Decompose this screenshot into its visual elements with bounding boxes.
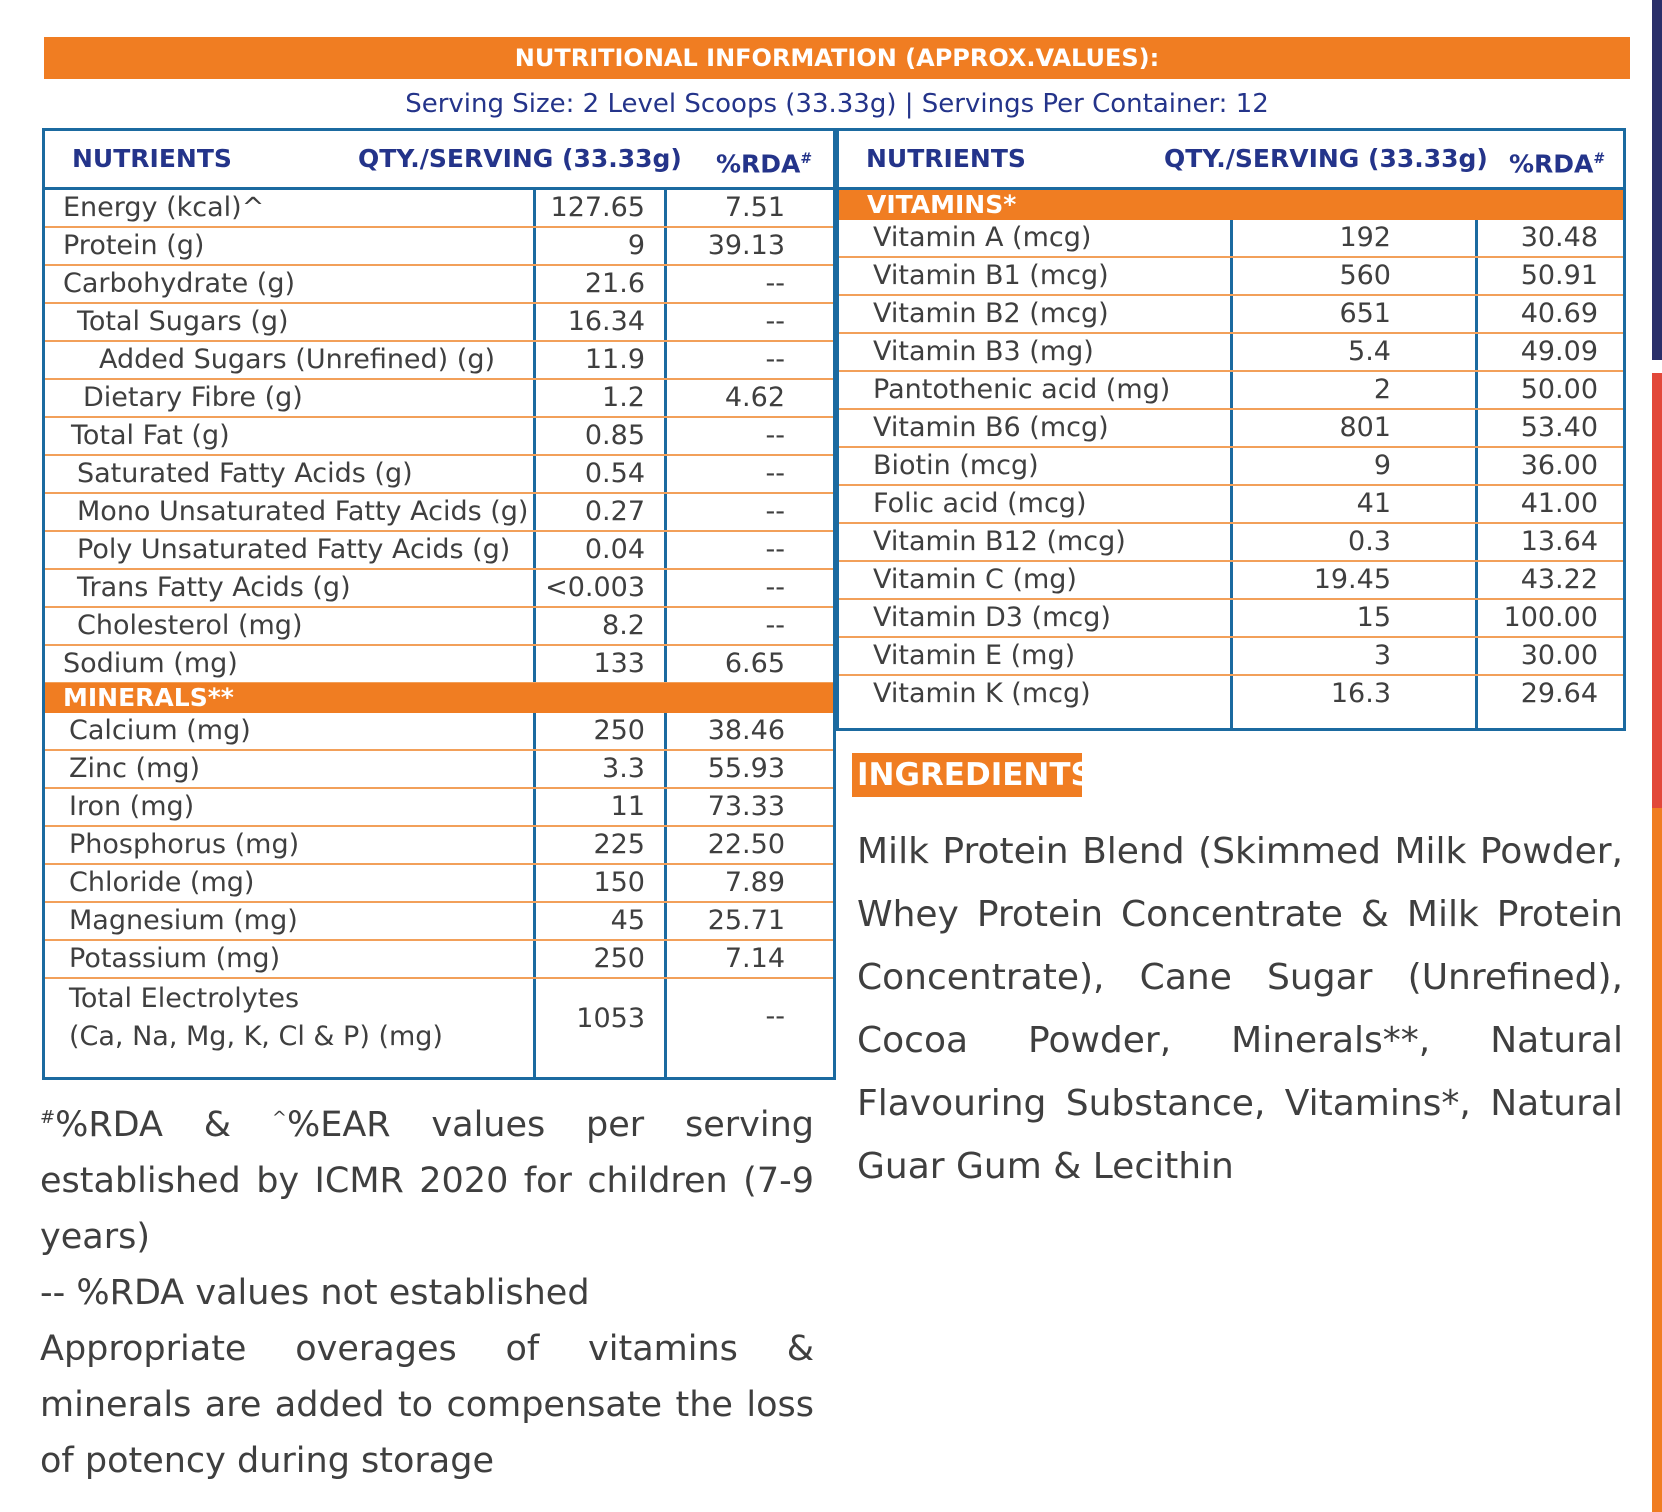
nutrient-name: Folic acid (mcg) — [873, 488, 1087, 519]
nutrient-name: Potassium (mg) — [69, 943, 281, 974]
nutrient-rda: -- — [765, 268, 785, 299]
nutrient-qty: 1.2 — [602, 382, 645, 413]
nutrient-rda: 53.40 — [1520, 412, 1598, 443]
table-row — [45, 494, 833, 532]
nutrient-qty: 133 — [593, 648, 645, 679]
table-row — [839, 220, 1623, 258]
nutrient-qty: 150 — [593, 867, 645, 898]
nutrient-rda: 38.46 — [707, 715, 785, 746]
nutrient-qty: 192 — [1339, 222, 1391, 253]
nutrient-rda: 41.00 — [1520, 488, 1598, 519]
table-row — [45, 570, 833, 608]
nutrient-rda: 4.62 — [724, 382, 785, 413]
header-rda: %RDA# — [716, 149, 813, 179]
nutrient-qty: 15 — [1356, 602, 1391, 633]
nutrient-rda: 49.09 — [1520, 336, 1598, 367]
nutrient-name: Vitamin K (mcg) — [873, 678, 1091, 709]
footnote-not-established: -- %RDA values not established — [40, 1272, 590, 1313]
right-table-header — [839, 131, 1623, 187]
table-row — [45, 903, 833, 941]
nutrient-rda: 25.71 — [707, 905, 785, 936]
nutrient-rda: -- — [765, 496, 785, 527]
nutrient-qty: 11.9 — [584, 344, 645, 375]
nutrient-name: Vitamin A (mcg) — [873, 222, 1092, 253]
nutrient-name: Cholesterol (mg) — [77, 610, 303, 641]
table-row — [839, 600, 1623, 638]
nutrient-name: Poly Unsaturated Fatty Acids (g) — [77, 534, 511, 565]
serving-info: Serving Size: 2 Level Scoops (33.33g) | Servings Per Container: 12 — [405, 89, 1269, 119]
nutrient-name: Vitamin D3 (mcg) — [873, 602, 1111, 633]
table-row — [45, 190, 833, 228]
nutrient-rda: 50.00 — [1520, 374, 1598, 405]
table-row — [839, 258, 1623, 296]
nutrient-name: Vitamin B2 (mcg) — [873, 298, 1109, 329]
nutrient-qty: 19.45 — [1313, 564, 1391, 595]
footnote-text: %RDA & ^%EAR values per serving established by ICMR 2020 for children (7-9 years) — [40, 1104, 815, 1257]
table-row — [45, 789, 833, 827]
nutrient-qty: 3.3 — [602, 753, 645, 784]
nutrient-qty: 0.3 — [1348, 526, 1391, 557]
footnote-overages: Appropriate overages of vitamins & minerals are added to compensate the loss of potency during storage — [40, 1328, 814, 1481]
nutrient-name: Energy (kcal)^ — [63, 192, 265, 223]
table-row — [839, 638, 1623, 676]
nutrient-rda: -- — [765, 610, 785, 641]
nutrient-name: Trans Fatty Acids (g) — [77, 572, 351, 603]
nutrient-qty: 16.3 — [1330, 678, 1391, 709]
nutrient-rda: -- — [765, 344, 785, 375]
table-row — [45, 713, 833, 751]
table-row — [45, 608, 833, 646]
nutrient-rda: 30.00 — [1520, 640, 1598, 671]
nutrient-name: Vitamin E (mg) — [873, 640, 1076, 671]
nutrient-rda: -- — [765, 1001, 785, 1032]
nutrient-qty: 0.27 — [584, 496, 645, 527]
nutrient-rda: 30.48 — [1520, 222, 1598, 253]
minerals-section-header — [45, 683, 833, 713]
nutrient-rda: 7.89 — [724, 867, 785, 898]
table-row — [45, 532, 833, 570]
nutrient-qty: 651 — [1339, 298, 1391, 329]
nutrient-rda: 22.50 — [707, 829, 785, 860]
nutrient-name: Vitamin C (mg) — [873, 564, 1077, 595]
table-row — [45, 941, 833, 979]
nutrient-qty: 2 — [1373, 374, 1391, 405]
nutrient-qty: 225 — [593, 829, 645, 860]
nutrient-rda: -- — [765, 534, 785, 565]
nutrient-rda: 29.64 — [1520, 678, 1598, 709]
nutrient-rda: 7.51 — [724, 192, 785, 223]
nutrient-rda: 13.64 — [1520, 526, 1598, 557]
ingredients-label: INGREDIENTS — [852, 753, 1082, 797]
table-row — [839, 676, 1623, 714]
nutrient-rda: -- — [765, 458, 785, 489]
nutrient-qty: 5.4 — [1348, 336, 1391, 367]
table-row — [45, 456, 833, 494]
nutrient-qty: 3 — [1373, 640, 1391, 671]
table-row — [839, 410, 1623, 448]
nutrient-name: Added Sugars (Unrefined) (g) — [99, 344, 496, 375]
nutrient-name: Pantothenic acid (mg) — [873, 374, 1171, 405]
edge-stripe-orange — [1652, 808, 1662, 1512]
nutrient-qty: 1053 — [576, 1003, 645, 1034]
nutrient-name: Protein (g) — [63, 230, 205, 261]
table-row-electrolytes — [45, 979, 833, 1065]
table-row — [839, 296, 1623, 334]
nutrient-name: Iron (mg) — [69, 791, 195, 822]
table-row — [45, 418, 833, 456]
table-row — [45, 342, 833, 380]
nutrient-rda: 7.14 — [724, 943, 785, 974]
nutrient-qty: 560 — [1339, 260, 1391, 291]
nutrient-qty: 127.65 — [550, 192, 645, 223]
table-row — [839, 486, 1623, 524]
nutrient-rda: 36.00 — [1520, 450, 1598, 481]
nutrient-qty: 250 — [593, 943, 645, 974]
nutrient-name: Chloride (mg) — [69, 867, 255, 898]
edge-stripe-red — [1652, 373, 1662, 808]
nutrient-name: Vitamin B12 (mcg) — [873, 526, 1126, 557]
nutrient-rda: -- — [765, 572, 785, 603]
table-row — [839, 372, 1623, 410]
header-qty: QTY./SERVING (33.33g) — [1164, 144, 1488, 173]
header-rda: %RDA# — [1509, 149, 1606, 179]
table-row — [45, 827, 833, 865]
nutrient-rda: 43.22 — [1520, 564, 1598, 595]
nutrient-qty: 45 — [610, 905, 645, 936]
nutrient-qty: 0.54 — [584, 458, 645, 489]
header-qty: QTY./SERVING (33.33g) — [358, 144, 682, 173]
nutrient-rda: -- — [765, 420, 785, 451]
nutrient-qty: 9 — [1373, 450, 1391, 481]
nutrient-name: Sodium (mg) — [63, 648, 238, 679]
vitamins-section-header — [839, 190, 1623, 220]
nutrient-name: Mono Unsaturated Fatty Acids (g) — [77, 496, 529, 527]
table-row — [839, 334, 1623, 372]
table-row — [839, 524, 1623, 562]
nutrient-name: Zinc (mg) — [69, 753, 201, 784]
nutrient-name: Vitamin B6 (mcg) — [873, 412, 1109, 443]
nutrient-qty: 250 — [593, 715, 645, 746]
table-row — [45, 380, 833, 418]
nutrient-name-line1: Total Electrolytes — [69, 983, 300, 1014]
nutrient-qty: 0.85 — [584, 420, 645, 451]
nutrient-name: Vitamin B1 (mcg) — [873, 260, 1109, 291]
nutrient-name: Biotin (mcg) — [873, 450, 1039, 481]
nutrient-qty: <0.003 — [545, 572, 645, 603]
nutrient-rda: 39.13 — [707, 230, 785, 261]
table-row — [45, 646, 833, 684]
table-row — [839, 562, 1623, 600]
header-nutrients: NUTRIENTS — [72, 144, 232, 173]
header-nutrients: NUTRIENTS — [866, 144, 1026, 173]
table-row — [45, 228, 833, 266]
nutrient-qty: 11 — [610, 791, 645, 822]
table-row — [45, 304, 833, 342]
nutrient-qty: 21.6 — [584, 268, 645, 299]
left-nutrient-table — [42, 128, 836, 1080]
nutrient-rda: 50.91 — [1520, 260, 1598, 291]
minerals-label: MINERALS** — [63, 683, 234, 712]
nutrient-name: Phosphorus (mg) — [69, 829, 300, 860]
table-row — [839, 448, 1623, 486]
nutrient-name: Carbohydrate (g) — [63, 268, 296, 299]
nutrient-name: Calcium (mg) — [69, 715, 251, 746]
nutrient-name: Vitamin B3 (mg) — [873, 336, 1094, 367]
ingredients-text: Milk Protein Blend (Skimmed Milk Powder, Whey Protein Concentrate & Milk Protein Concentrate), Cane Sugar (Unrefined), Cocoa Powder, Minerals**, Natural Flavouring Substance, Vitamins*, Natural Guar Gum & Lecithin — [857, 831, 1623, 1187]
nutrient-name-line2: (Ca, Na, Mg, K, Cl & P) (mg) — [69, 1021, 443, 1052]
nutrient-name: Dietary Fibre (g) — [83, 382, 303, 413]
table-row — [45, 865, 833, 903]
nutrient-name: Magnesium (mg) — [69, 905, 298, 936]
vitamins-label: VITAMINS* — [867, 190, 1017, 219]
footnotes — [40, 1090, 814, 1489]
nutrient-qty: 41 — [1356, 488, 1391, 519]
nutrition-title: NUTRITIONAL INFORMATION (APPROX.VALUES): — [44, 37, 1630, 79]
nutrient-qty: 9 — [627, 230, 645, 261]
left-table-header — [45, 131, 833, 187]
nutrient-name: Total Fat (g) — [71, 420, 230, 451]
nutrient-rda: 6.65 — [724, 648, 785, 679]
footnote-rda-ear: #%RDA & ^%EAR values per serving established by ICMR 2020 for children (7-9 years) — [40, 1104, 815, 1257]
nutrient-rda: 40.69 — [1520, 298, 1598, 329]
nutrient-name: Total Sugars (g) — [77, 306, 289, 337]
nutrient-rda: 73.33 — [707, 791, 785, 822]
nutrient-qty: 16.34 — [567, 306, 645, 337]
nutrient-rda: -- — [765, 306, 785, 337]
edge-stripe-navy — [1652, 0, 1662, 360]
nutrient-rda: 100.00 — [1503, 602, 1598, 633]
nutrient-name: Saturated Fatty Acids (g) — [77, 458, 413, 489]
table-row — [45, 266, 833, 304]
vitamins-table — [836, 128, 1626, 731]
nutrient-rda: 55.93 — [707, 753, 785, 784]
nutrient-qty: 0.04 — [584, 534, 645, 565]
nutrient-qty: 801 — [1339, 412, 1391, 443]
nutrient-qty: 8.2 — [602, 610, 645, 641]
table-row — [45, 751, 833, 789]
ear-mark: ^ — [271, 1107, 287, 1128]
